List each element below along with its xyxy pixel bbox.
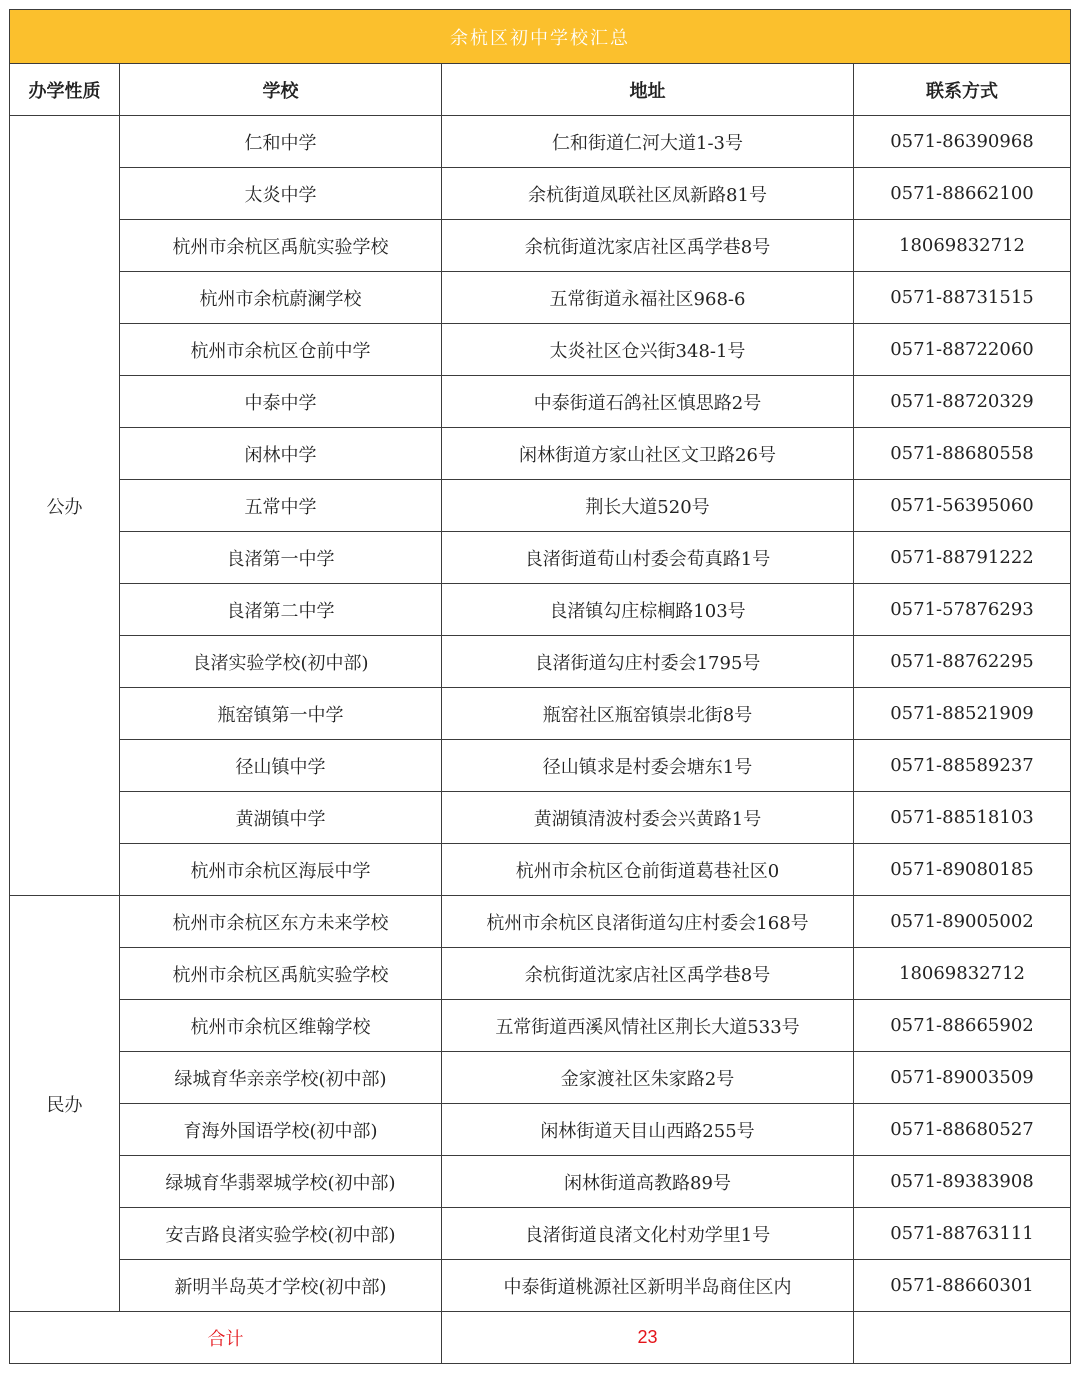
phone-cell: 0571-88791222 bbox=[854, 532, 1071, 584]
school-name-cell: 瓶窑镇第一中学 bbox=[120, 688, 442, 740]
phone-cell: 0571-89005002 bbox=[854, 896, 1071, 948]
phone-cell: 0571-88763111 bbox=[854, 1208, 1071, 1260]
school-name-cell: 良渚第二中学 bbox=[120, 584, 442, 636]
school-name-cell: 中泰中学 bbox=[120, 376, 442, 428]
school-name-cell: 新明半岛英才学校(初中部) bbox=[120, 1260, 442, 1312]
school-name-cell: 闲林中学 bbox=[120, 428, 442, 480]
school-name-cell: 良渚实验学校(初中部) bbox=[120, 636, 442, 688]
school-name-cell: 良渚第一中学 bbox=[120, 532, 442, 584]
title-row bbox=[10, 10, 1071, 64]
table-row bbox=[10, 272, 1071, 324]
header-address: 地址 bbox=[442, 64, 854, 116]
table-row bbox=[10, 324, 1071, 376]
table-row bbox=[10, 1260, 1071, 1312]
phone-cell: 0571-89383908 bbox=[854, 1156, 1071, 1208]
header-row bbox=[10, 64, 1071, 116]
phone-cell: 0571-89080185 bbox=[854, 844, 1071, 896]
school-type-cell: 公办 bbox=[10, 116, 120, 896]
table-row bbox=[10, 116, 1071, 168]
address-cell: 闲林街道方家山社区文卫路26号 bbox=[442, 428, 854, 480]
address-cell: 黄湖镇清波村委会兴黄路1号 bbox=[442, 792, 854, 844]
address-cell: 中泰街道桃源社区新明半岛商住区内 bbox=[442, 1260, 854, 1312]
table-row bbox=[10, 792, 1071, 844]
school-name-cell: 仁和中学 bbox=[120, 116, 442, 168]
address-cell: 余杭街道沈家店社区禹学巷8号 bbox=[442, 220, 854, 272]
phone-cell: 0571-88722060 bbox=[854, 324, 1071, 376]
total-value: 23 bbox=[442, 1312, 854, 1364]
table-row bbox=[10, 896, 1071, 948]
phone-cell: 0571-88518103 bbox=[854, 792, 1071, 844]
phone-cell: 0571-88762295 bbox=[854, 636, 1071, 688]
address-cell: 良渚街道荀山村委会荀真路1号 bbox=[442, 532, 854, 584]
address-cell: 余杭街道凤联社区凤新路81号 bbox=[442, 168, 854, 220]
address-cell: 仁和街道仁河大道1-3号 bbox=[442, 116, 854, 168]
school-name-cell: 杭州市余杭区禹航实验学校 bbox=[120, 220, 442, 272]
phone-cell: 0571-88521909 bbox=[854, 688, 1071, 740]
table-row bbox=[10, 844, 1071, 896]
table-row bbox=[10, 428, 1071, 480]
table-row bbox=[10, 740, 1071, 792]
table-row bbox=[10, 220, 1071, 272]
phone-cell: 0571-88589237 bbox=[854, 740, 1071, 792]
table-row bbox=[10, 480, 1071, 532]
table-row bbox=[10, 1052, 1071, 1104]
address-cell: 五常街道永福社区968-6 bbox=[442, 272, 854, 324]
school-name-cell: 安吉路良渚实验学校(初中部) bbox=[120, 1208, 442, 1260]
phone-cell: 18069832712 bbox=[854, 948, 1071, 1000]
table-row bbox=[10, 948, 1071, 1000]
address-cell: 杭州市余杭区良渚街道勾庄村委会168号 bbox=[442, 896, 854, 948]
address-cell: 杭州市余杭区仓前街道葛巷社区0 bbox=[442, 844, 854, 896]
table-row bbox=[10, 1208, 1071, 1260]
school-name-cell: 杭州市余杭区禹航实验学校 bbox=[120, 948, 442, 1000]
phone-cell: 0571-56395060 bbox=[854, 480, 1071, 532]
school-name-cell: 黄湖镇中学 bbox=[120, 792, 442, 844]
school-type-cell: 民办 bbox=[10, 896, 120, 1312]
table-row bbox=[10, 1104, 1071, 1156]
school-name-cell: 五常中学 bbox=[120, 480, 442, 532]
phone-cell: 0571-88731515 bbox=[854, 272, 1071, 324]
address-cell: 中泰街道石鸽社区慎思路2号 bbox=[442, 376, 854, 428]
address-cell: 良渚镇勾庄棕榈路103号 bbox=[442, 584, 854, 636]
phone-cell: 0571-88660301 bbox=[854, 1260, 1071, 1312]
school-name-cell: 太炎中学 bbox=[120, 168, 442, 220]
school-name-cell: 杭州市余杭区仓前中学 bbox=[120, 324, 442, 376]
header-type: 办学性质 bbox=[10, 64, 120, 116]
table-title: 余杭区初中学校汇总 bbox=[10, 10, 1071, 64]
phone-cell: 0571-88665902 bbox=[854, 1000, 1071, 1052]
total-row bbox=[10, 1312, 1071, 1364]
phone-cell: 0571-88720329 bbox=[854, 376, 1071, 428]
phone-cell: 0571-88680527 bbox=[854, 1104, 1071, 1156]
table-row bbox=[10, 636, 1071, 688]
school-name-cell: 绿城育华亲亲学校(初中部) bbox=[120, 1052, 442, 1104]
table-row bbox=[10, 688, 1071, 740]
school-name-cell: 育海外国语学校(初中部) bbox=[120, 1104, 442, 1156]
total-empty-cell bbox=[854, 1312, 1071, 1364]
phone-cell: 0571-89003509 bbox=[854, 1052, 1071, 1104]
phone-cell: 0571-86390968 bbox=[854, 116, 1071, 168]
school-name-cell: 杭州市余杭区海辰中学 bbox=[120, 844, 442, 896]
phone-cell: 0571-57876293 bbox=[854, 584, 1071, 636]
address-cell: 闲林街道高教路89号 bbox=[442, 1156, 854, 1208]
address-cell: 闲林街道天目山西路255号 bbox=[442, 1104, 854, 1156]
table-row bbox=[10, 1000, 1071, 1052]
table-row bbox=[10, 1156, 1071, 1208]
school-name-cell: 绿城育华翡翠城学校(初中部) bbox=[120, 1156, 442, 1208]
total-label: 合计 bbox=[10, 1312, 442, 1364]
school-name-cell: 杭州市余杭蔚澜学校 bbox=[120, 272, 442, 324]
table-row bbox=[10, 532, 1071, 584]
table-row bbox=[10, 168, 1071, 220]
school-name-cell: 径山镇中学 bbox=[120, 740, 442, 792]
address-cell: 良渚街道勾庄村委会1795号 bbox=[442, 636, 854, 688]
address-cell: 良渚街道良渚文化村劝学里1号 bbox=[442, 1208, 854, 1260]
address-cell: 荆长大道520号 bbox=[442, 480, 854, 532]
school-name-cell: 杭州市余杭区维翰学校 bbox=[120, 1000, 442, 1052]
table-row bbox=[10, 584, 1071, 636]
table-row bbox=[10, 376, 1071, 428]
address-cell: 五常街道西溪风情社区荆长大道533号 bbox=[442, 1000, 854, 1052]
phone-cell: 0571-88680558 bbox=[854, 428, 1071, 480]
address-cell: 金家渡社区朱家路2号 bbox=[442, 1052, 854, 1104]
header-contact: 联系方式 bbox=[854, 64, 1071, 116]
address-cell: 瓶窑社区瓶窑镇崇北街8号 bbox=[442, 688, 854, 740]
address-cell: 径山镇求是村委会塘东1号 bbox=[442, 740, 854, 792]
school-name-cell: 杭州市余杭区东方未来学校 bbox=[120, 896, 442, 948]
phone-cell: 18069832712 bbox=[854, 220, 1071, 272]
address-cell: 余杭街道沈家店社区禹学巷8号 bbox=[442, 948, 854, 1000]
address-cell: 太炎社区仓兴街348-1号 bbox=[442, 324, 854, 376]
header-school: 学校 bbox=[120, 64, 442, 116]
schools-table bbox=[9, 9, 1071, 1364]
phone-cell: 0571-88662100 bbox=[854, 168, 1071, 220]
